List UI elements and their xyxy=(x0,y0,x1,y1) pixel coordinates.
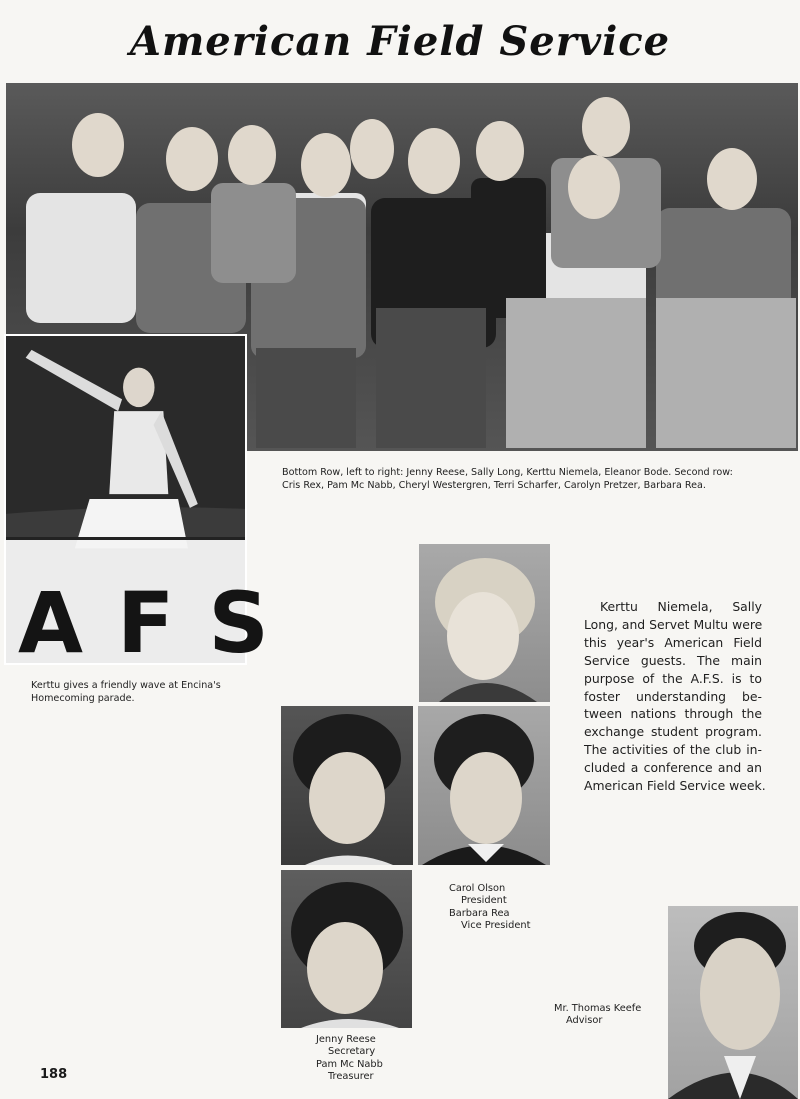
officer-title: Secretary xyxy=(328,1046,376,1058)
officers-caption-top xyxy=(449,883,530,933)
officer-title: President xyxy=(461,895,507,907)
advisor-name: Mr. Thomas Keefe xyxy=(554,1003,642,1014)
officer-name: Pam Mc Nabb xyxy=(316,1058,383,1070)
car-letters: AFS xyxy=(18,574,303,672)
blurb-line: cluded a conference and an xyxy=(584,760,762,776)
blurb-line: The activities of the club in- xyxy=(584,742,762,758)
blurb-line: Service guests. The main xyxy=(584,652,762,668)
advisor-title: Advisor xyxy=(566,1015,603,1027)
kerttu-portrait xyxy=(419,544,550,702)
officer-title: Treasurer xyxy=(328,1071,374,1083)
advisor-portrait xyxy=(668,906,798,1099)
officer-title: Vice President xyxy=(461,920,531,932)
jenny-portrait xyxy=(281,870,412,1028)
barbara-portrait xyxy=(418,706,550,865)
blurb-line: tween nations through the xyxy=(584,706,762,722)
blurb-line: Long, and Servet Multu were xyxy=(584,616,763,632)
group-caption-line-1: Bottom Row, left to right: Jenny Reese, Sally Long, Kerttu Niemela, Eleanor Bode. Second row: xyxy=(282,467,733,478)
blurb-line: foster understanding be- xyxy=(584,688,762,704)
blurb-line: purpose of the A.F.S. is to xyxy=(584,670,762,686)
officers-caption-bottom xyxy=(316,1034,383,1084)
blurb-line: exchange student program. xyxy=(584,724,762,740)
group-caption-line-2: Cris Rex, Pam Mc Nabb, Cheryl Westergren, Terri Scharfer, Carolyn Pretzer, Barbara Rea. xyxy=(282,480,706,491)
page-title: American Field Service xyxy=(129,18,671,65)
officer-name: Barbara Rea xyxy=(449,907,510,919)
blurb-line: this year's American Field xyxy=(584,634,762,650)
wave-photo xyxy=(4,334,303,672)
advisor-caption xyxy=(554,1003,641,1028)
carol-portrait xyxy=(281,706,413,865)
wave-caption-line-1: Kerttu gives a friendly wave at Encina's xyxy=(31,680,221,691)
blurb-line: Kerttu Niemela, Sally xyxy=(600,599,762,614)
officer-name: Jenny Reese xyxy=(316,1034,376,1045)
blurb-line: American Field Service week. xyxy=(584,778,766,794)
club-description xyxy=(584,598,766,795)
wave-caption-line-2: Homecoming parade. xyxy=(31,693,135,704)
page-number: 188 xyxy=(40,1067,68,1082)
officer-name: Carol Olson xyxy=(449,883,506,894)
